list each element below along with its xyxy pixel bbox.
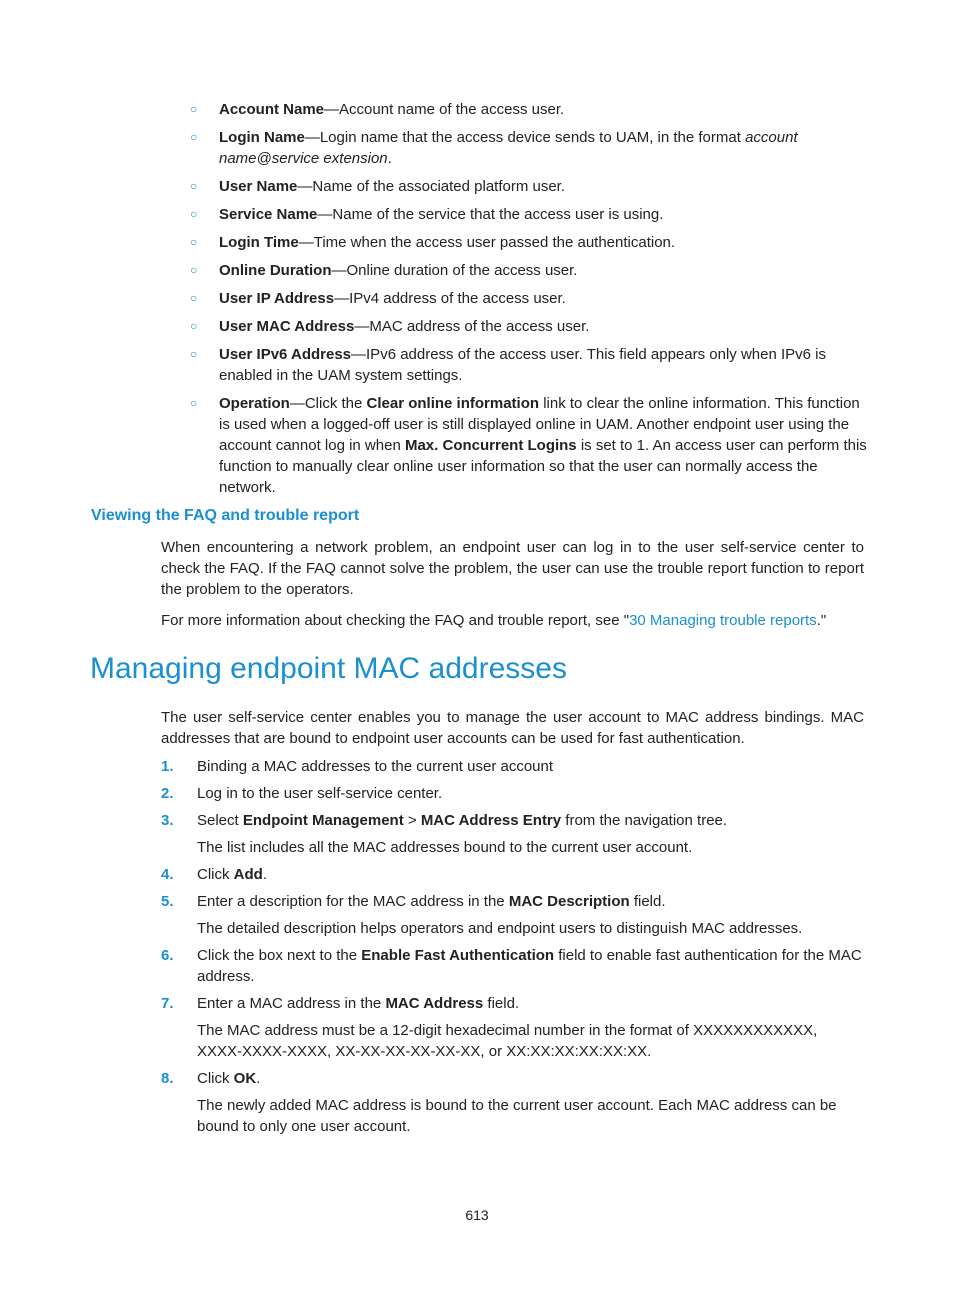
text-run: —Click the (289, 395, 367, 412)
step-note: The list includes all the MAC addresses bound to the current user account. (197, 839, 693, 856)
ui-label: Max. Concurrent Logins (404, 437, 577, 454)
step-item (161, 891, 864, 912)
field-term: Account Name (219, 101, 325, 118)
ui-label: MAC Address Entry (420, 812, 562, 829)
text-run: Click (197, 866, 234, 883)
list-item-operation (190, 393, 870, 498)
list-item (190, 176, 870, 197)
field-description: —Login name that the access device sends to UAM, in the format (304, 129, 746, 146)
step-number: 1. (161, 758, 174, 775)
ui-label: Enable Fast Authentication (361, 947, 555, 964)
step-item (161, 864, 864, 885)
field-description: —Time when the access user passed the authentication. (298, 234, 676, 251)
field-description: —Name of the associated platform user. (297, 178, 566, 195)
step-text: Binding a MAC addresses to the current user account (197, 758, 554, 775)
text-run: . (256, 1070, 261, 1087)
field-term: User Name (219, 178, 298, 195)
list-item (190, 344, 870, 386)
trouble-reports-link[interactable]: 30 Managing trouble reports (629, 612, 817, 629)
ui-label: MAC Description (508, 893, 630, 910)
faq-reference-paragraph (161, 610, 864, 631)
faq-paragraph: When encountering a network problem, an endpoint user can log in to the user self-service center to check the FAQ. If the FAQ cannot solve the problem, the user can use the trouble report function to report the problem to the operators. (161, 539, 864, 598)
field-description: —MAC address of the access user. (354, 318, 590, 335)
step-number: 4. (161, 866, 174, 883)
field-term: User IPv6 Address (219, 346, 352, 363)
step-number: 2. (161, 785, 174, 802)
text-run: field. (629, 893, 666, 910)
field-description: —IPv4 address of the access user. (334, 290, 566, 307)
field-term: User MAC Address (219, 318, 355, 335)
text-run: For more information about checking the FAQ and trouble report, see " (161, 612, 630, 629)
field-term: Service Name (219, 206, 318, 223)
step-note: The detailed description helps operators and endpoint users to distinguish MAC addresses. (197, 920, 803, 937)
field-description: —Account name of the access user. (324, 101, 565, 118)
bullet-circle-icon: ○ (190, 130, 198, 144)
ui-label: OK (233, 1070, 257, 1087)
field-description: —IPv6 address of the access user. This field appears only when IPv6 is enabled in the UAM system settings. (219, 346, 826, 384)
text-run: . (262, 866, 268, 883)
field-term: User IP Address (219, 290, 335, 307)
step-note: The MAC address must be a 12-digit hexadecimal number in the format of XXXXXXXXXXXX, XXXX-XXXX-XXXX, XX-XX-XX-XX-XX-XX, or XX:XX:XX:XX:XX:XX. (197, 1022, 818, 1060)
step-item (161, 993, 864, 1014)
page-number: 613 (465, 1207, 489, 1223)
format-example: account name@service extension (219, 129, 798, 167)
step-item (161, 945, 864, 987)
step-item (161, 1068, 864, 1089)
list-item (190, 99, 870, 120)
field-term: Online Duration (219, 262, 332, 279)
bullet-circle-icon: ○ (190, 179, 198, 193)
bullet-circle-icon: ○ (190, 263, 198, 277)
text-run: link to clear the online information. This function is used when a logged-off user is still displayed online in UAM. Another endpoint user using the account cannot log in when (219, 395, 860, 454)
bullet-circle-icon: ○ (190, 235, 198, 249)
step-number: 7. (161, 995, 174, 1012)
text-run: field. (483, 995, 520, 1012)
text-run: Enter a MAC address in the (197, 995, 386, 1012)
step-number: 6. (161, 947, 174, 964)
ui-label: Endpoint Management (242, 812, 404, 829)
text-run: ." (816, 612, 827, 629)
ui-label: Clear online information (366, 395, 540, 412)
bullet-circle-icon: ○ (190, 207, 198, 221)
list-item (190, 127, 870, 169)
field-description-tail: . (387, 150, 392, 167)
ui-label: Add (233, 866, 263, 883)
text-run: Click the box next to the (197, 947, 362, 964)
bullet-circle-icon: ○ (190, 347, 198, 361)
list-item (190, 316, 870, 337)
list-item (190, 204, 870, 225)
field-term: Login Name (219, 129, 305, 146)
field-description: —Name of the service that the access user is using. (317, 206, 664, 223)
bullet-circle-icon: ○ (190, 396, 198, 410)
procedure-steps (161, 756, 864, 1143)
step-item (161, 810, 864, 831)
text-run: Select (197, 812, 243, 829)
field-description: —Online duration of the access user. (331, 262, 578, 279)
field-description-list (190, 99, 870, 505)
field-term: Operation (219, 395, 290, 412)
step-number: 3. (161, 812, 174, 829)
field-term: Login Time (219, 234, 299, 251)
list-item (190, 288, 870, 309)
text-run: Click (197, 1070, 234, 1087)
step-item (161, 783, 864, 804)
bullet-circle-icon: ○ (190, 319, 198, 333)
list-item (190, 260, 870, 281)
text-run: Enter a description for the MAC address in the (197, 893, 509, 910)
section-heading-faq: Viewing the FAQ and trouble report (91, 507, 360, 524)
text-run: from the navigation tree. (561, 812, 728, 829)
step-item (161, 756, 864, 777)
chapter-heading: Managing endpoint MAC addresses (90, 652, 567, 685)
mac-intro-paragraph: The user self-service center enables you to manage the user account to MAC address bindings. MAC addresses that are bound to endpoint user accounts can be used for fast authentication. (161, 709, 864, 747)
list-item (190, 232, 870, 253)
step-text: Log in to the user self-service center. (197, 785, 443, 802)
bullet-circle-icon: ○ (190, 291, 198, 305)
text-run: field to enable fast authentication for the MAC address. (197, 947, 862, 985)
bullet-circle-icon: ○ (190, 102, 198, 116)
text-run: > (403, 812, 421, 829)
step-number: 8. (161, 1070, 174, 1087)
step-note: The newly added MAC address is bound to the current user account. Each MAC address can be bound to only one user account. (197, 1097, 837, 1135)
ui-label: MAC Address (385, 995, 484, 1012)
step-number: 5. (161, 893, 174, 910)
text-run: is set to 1. An access user can perform this function to manually clear online user information so that the user can normally access the network. (219, 437, 867, 496)
